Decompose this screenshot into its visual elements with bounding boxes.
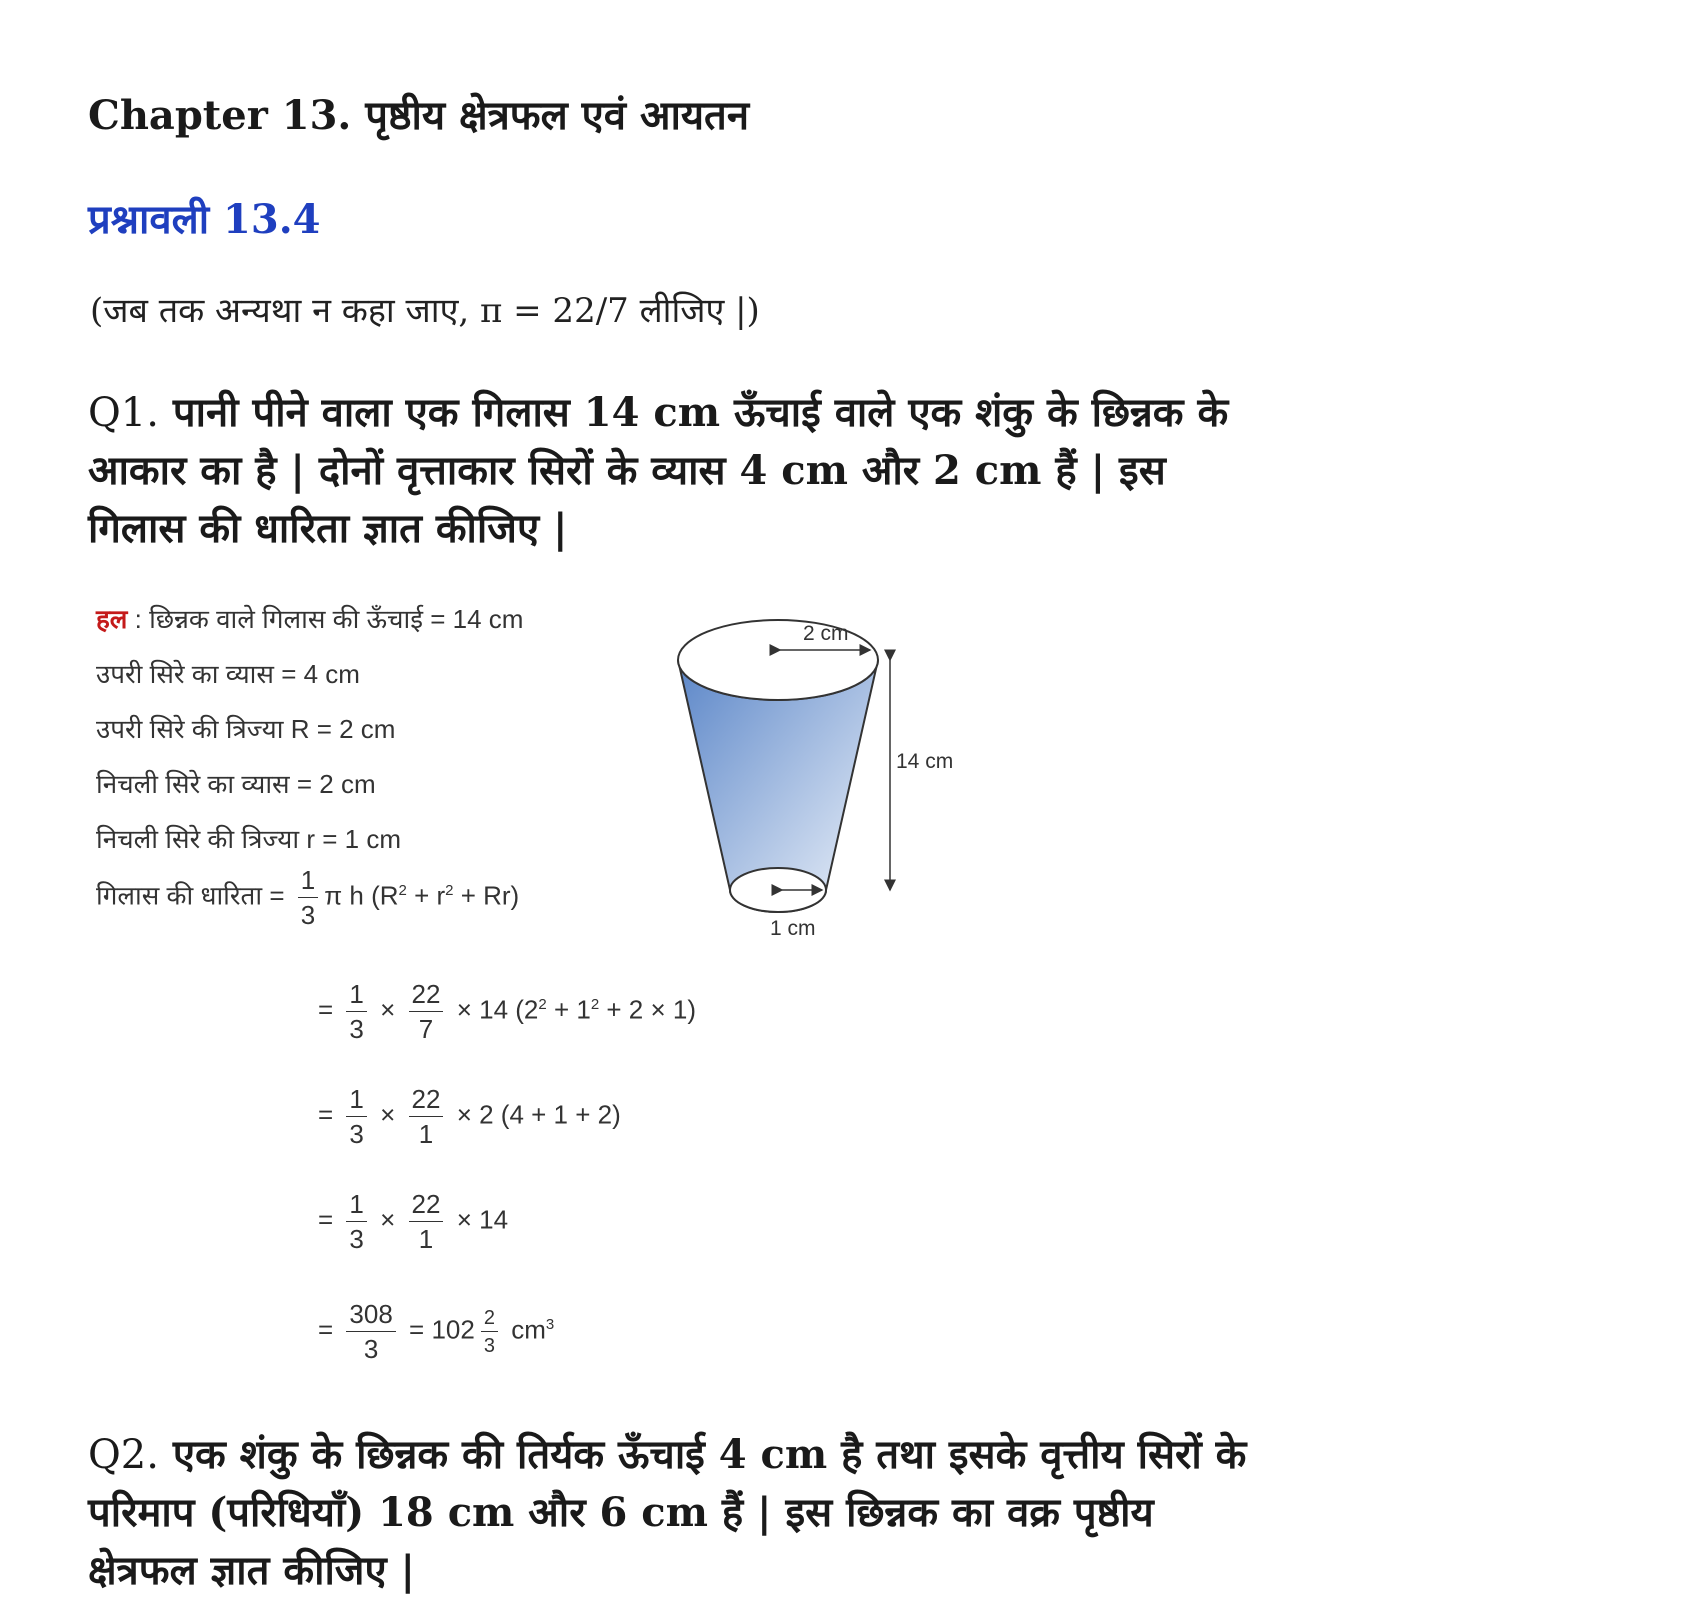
solution-line-5: निचली सिरे की त्रिज्या r = 1 cm (96, 824, 401, 854)
formula-prefix: गिलास की धारिता = (96, 880, 285, 911)
question-1 (88, 384, 1248, 558)
chapter-title: Chapter 13. पृष्ठीय क्षेत्रफल एवं आयतन (88, 92, 750, 139)
solution-line-height (96, 600, 523, 636)
mixed-fraction (481, 1307, 498, 1357)
equals-sign: = (318, 994, 334, 1025)
fraction-denominator: 1 (418, 1118, 434, 1149)
fraction (409, 1190, 444, 1253)
formula-part-a: π h (R (324, 880, 399, 911)
result-whole: = 102 (409, 1314, 475, 1345)
fraction (346, 1190, 366, 1253)
fraction (409, 980, 444, 1043)
fraction-denominator: 1 (418, 1223, 434, 1254)
superscript: 3 (545, 1315, 555, 1333)
step-1-part-a: × 14 (2 (456, 994, 539, 1025)
fraction-numerator: 1 (346, 980, 366, 1012)
solution-label: हल (96, 604, 128, 634)
fraction (346, 980, 366, 1043)
superscript: 2 (445, 881, 454, 899)
fraction-denominator: 3 (363, 1333, 379, 1364)
formula-fraction (298, 866, 318, 929)
frustum-glass-diagram (660, 590, 980, 950)
formula-part-c: + Rr) (453, 880, 520, 911)
equals-sign: = (318, 1099, 334, 1130)
formula-line (96, 866, 519, 929)
step-3 (318, 1190, 508, 1253)
step-3-rest: × 14 (456, 1204, 509, 1235)
fraction-denominator: 7 (418, 1013, 434, 1044)
equals-sign: = (318, 1204, 334, 1235)
times-sign: × (380, 994, 396, 1025)
fraction (346, 1085, 366, 1148)
fraction-numerator: 1 (298, 866, 318, 898)
times-sign: × (380, 1204, 396, 1235)
fraction-denominator: 3 (300, 899, 316, 930)
fraction-numerator: 2 (481, 1307, 498, 1332)
top-radius-label: 2 cm (803, 622, 849, 645)
step-1 (318, 980, 696, 1043)
fraction-numerator: 1 (346, 1190, 366, 1222)
solution-line-1: : छिन्नक वाले गिलास की ऊँचाई = 14 cm (134, 604, 524, 634)
equals-sign: = (318, 1314, 334, 1345)
superscript: 2 (398, 881, 407, 899)
fraction-numerator: 22 (409, 980, 444, 1012)
fraction-denominator: 3 (349, 1118, 364, 1149)
step-1-part-b: + 1 (546, 994, 591, 1025)
step-2 (318, 1085, 621, 1148)
step-2-rest: × 2 (4 + 1 + 2) (456, 1099, 621, 1130)
formula-part-b: + r (406, 880, 446, 911)
superscript: 2 (590, 995, 600, 1013)
fraction (409, 1085, 444, 1148)
solution-line-3: उपरी सिरे की त्रिज्या R = 2 cm (96, 714, 396, 744)
question-2-number: Q2. (88, 1432, 159, 1478)
question-2-text: एक शंकु के छिन्नक की तिर्यक ऊँचाई 4 cm है तथा इसके वृत्तीय सिरों के परिमाप (परिधियाँ) 18 cm और 6 cm हैं | इस छिन्नक का वक्र पृष्ठीय क्षेत्रफल ज्ञात कीजिए | (88, 1431, 1247, 1594)
solution-line-2: उपरी सिरे का व्यास = 4 cm (96, 659, 360, 689)
question-1-number: Q1. (88, 390, 159, 436)
step-1-part-c: + 2 × 1) (599, 994, 696, 1025)
fraction-denominator: 3 (483, 1334, 495, 1357)
height-label: 14 cm (896, 750, 954, 773)
question-1-text: पानी पीने वाला एक गिलास 14 cm ऊँचाई वाले एक शंकु के छिन्नक के आकार का है | दोनों वृत्ताकार सिरों के व्यास 4 cm और 2 cm हैं | इस गिलास की धारिता ज्ञात कीजिए | (88, 389, 1229, 552)
fraction-numerator: 22 (409, 1085, 444, 1117)
fraction-numerator: 308 (346, 1300, 395, 1332)
fraction-numerator: 22 (409, 1190, 444, 1222)
step-4 (318, 1300, 554, 1363)
fraction-denominator: 3 (349, 1223, 364, 1254)
superscript: 2 (538, 995, 547, 1013)
pi-note: (जब तक अन्यथा न कहा जाए, π = 22/7 लीजिए |) (90, 291, 760, 331)
fraction-denominator: 3 (349, 1013, 364, 1044)
result-unit: cm (511, 1314, 546, 1345)
solution-line-4: निचली सिरे का व्यास = 2 cm (96, 769, 376, 799)
question-2 (88, 1426, 1248, 1600)
times-sign: × (380, 1099, 396, 1130)
fraction (346, 1300, 395, 1363)
exercise-title: प्रश्नावली 13.4 (88, 196, 321, 243)
fraction-numerator: 1 (346, 1085, 366, 1117)
bottom-radius-label: 1 cm (770, 917, 816, 940)
